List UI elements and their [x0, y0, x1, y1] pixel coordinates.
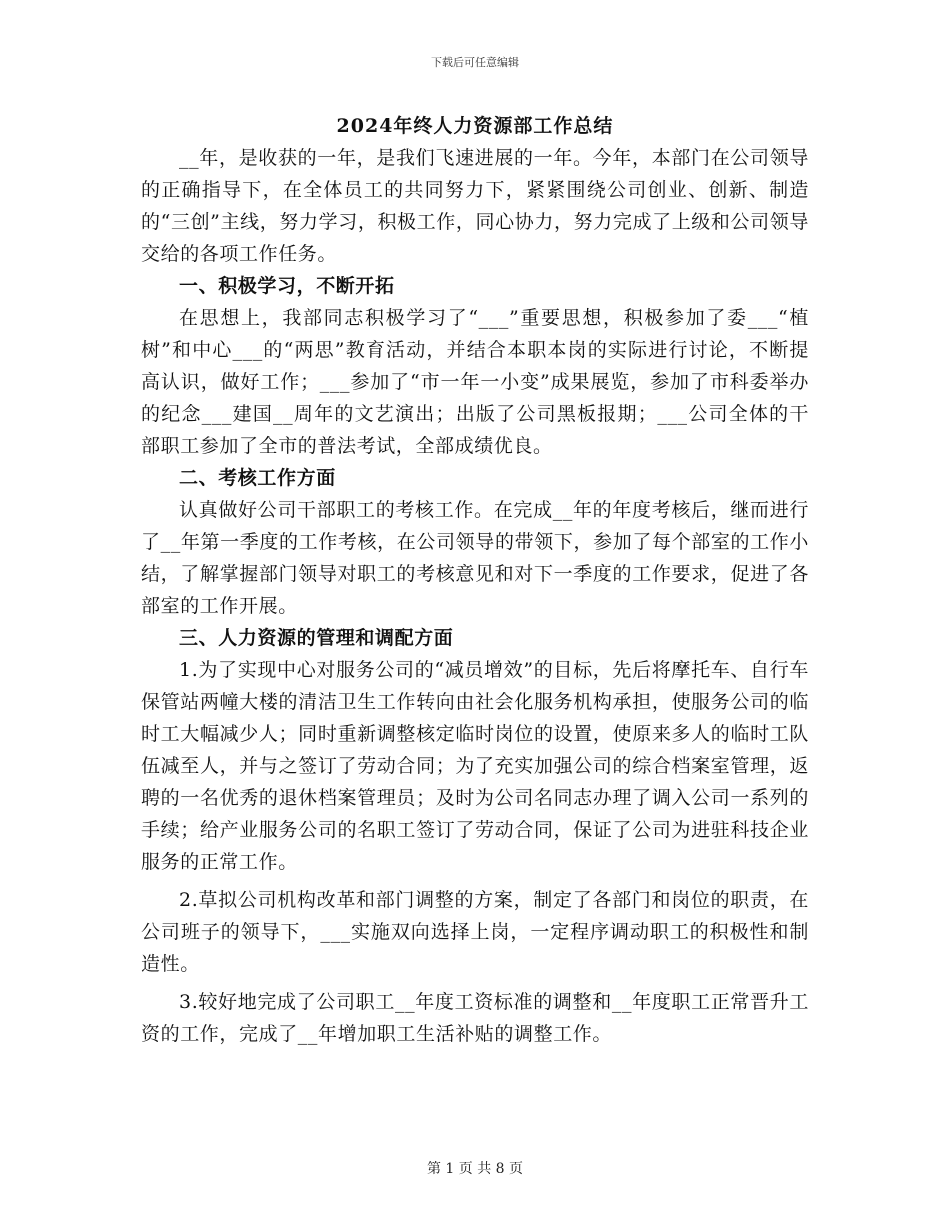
section-heading-assessment: 二、考核工作方面	[179, 467, 336, 489]
section-study-paragraph: 在思想上，我部同志积极学习了“___”重要思想，积极参加了委___“植树”和中心___的“两思”教育活动，并结合本职本岗的实际进行讨论，不断提高认识，做好工作；___参加了“市一年一小变”成果展览，参加了市科委举办的纪念___建国__周年的文艺演出；出版了公司黑板报期；___公司全体的干部职工参加了全市的普法考试，全部成绩优良。	[141, 307, 809, 457]
section-heading-hr-management: 三、人力资源的管理和调配方面	[179, 627, 454, 649]
document-title: 2024年终人力资源部工作总结	[336, 115, 614, 137]
hr-item-1: 1.为了实现中心对服务公司的“减员增效”的目标，先后将摩托车、自行车保管站两幢大楼的清洁卫生工作转向由社会化服务机构承担，使服务公司的临时工大幅减少人；同时重新调整核定临时岗位的设置，使原来多人的临时工队伍减至人，并与之签订了劳动合同；为了充实加强公司的综合档案室管理，返聘的一名优秀的退休档案管理员；及时为公司名同志办理了调入公司一系列的手续；给产业服务公司的名职工签订了劳动合同，保证了公司为进驻科技企业服务的正常工作。	[141, 659, 809, 873]
hr-item-2: 2.草拟公司机构改革和部门调整的方案，制定了各部门和岗位的职责，在公司班子的领导下，___实施双向选择上岗，一定程序调动职工的积极性和制造性。	[141, 889, 809, 975]
document-body	[141, 110, 809, 1050]
section-assessment-paragraph: 认真做好公司干部职工的考核工作。在完成__年的年度考核后，继而进行了__年第一季度的工作考核，在公司领导的带领下，参加了每个部室的工作小结，了解掌握部门领导对职工的考核意见和对下一季度的工作要求，促进了各部室的工作开展。	[141, 499, 809, 617]
page-footer: 第 1 页 共 8 页	[426, 1161, 524, 1177]
header-note: 下载后可任意编辑	[431, 56, 519, 69]
section-heading-study: 一、积极学习，不断开拓	[179, 275, 395, 297]
intro-paragraph: __年，是收获的一年，是我们飞速进展的一年。今年，本部门在公司领导的正确指导下，在全体员工的共同努力下，紧紧围绕公司创业、创新、制造的“三创”主线，努力学习，积极工作，同心协力，努力完成了上级和公司领导交给的各项工作任务。	[141, 147, 809, 265]
hr-item-3: 3.较好地完成了公司职工__年度工资标准的调整和__年度职工正常晋升工资的工作，完成了__年增加职工生活补贴的调整工作。	[141, 991, 809, 1045]
